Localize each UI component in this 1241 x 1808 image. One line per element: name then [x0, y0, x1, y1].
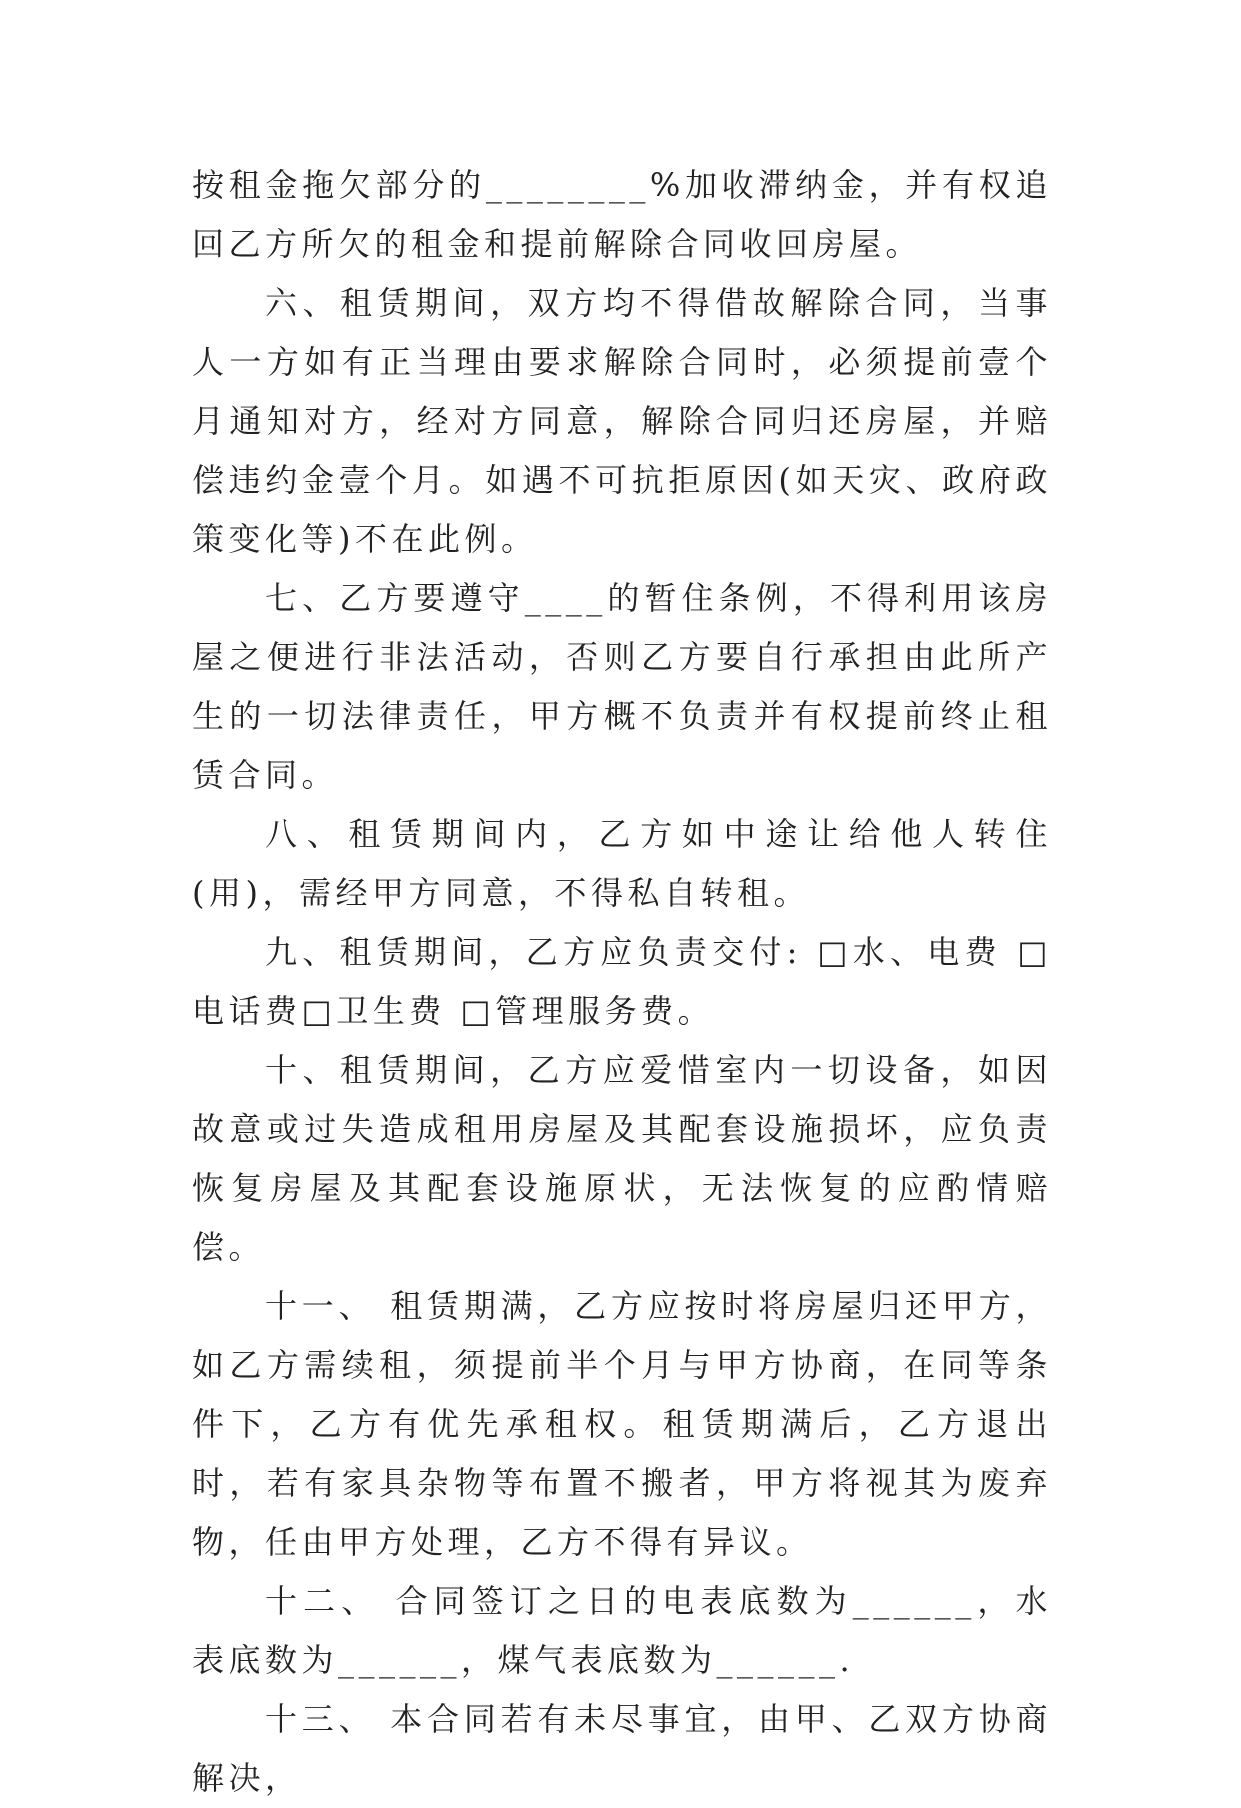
clause-13: 十三、 本合同若有未尽事宜，由甲、乙双方协商解决，: [192, 1700, 1052, 1797]
clause-12: 十二、 合同签订之日的电表底数为______，水表底数为______，煤气表底数为______.: [192, 1582, 1052, 1679]
paragraph-continuation: 按租金拖欠部分的________%加收滞纳金，并有权追回乙方所欠的租金和提前解除合同收回房屋。: [192, 166, 1052, 263]
clause-7: 七、乙方要遵守____的暂住条例，不得利用该房屋之便进行非法活动，否则乙方要自行承担由此所产生的一切法律责任，甲方概不负责并有权提前终止租赁合同。: [192, 579, 1052, 794]
clause-11: 十一、 租赁期满，乙方应按时将房屋归还甲方，如乙方需续租，须提前半个月与甲方协商，在同等条件下，乙方有优先承租权。租赁期满后，乙方退出时，若有家具杂物等布置不搬者，甲方将视其为废弃物，任由甲方处理，乙方不得有异议。: [192, 1287, 1052, 1561]
document-page: [192, 156, 1052, 1808]
clause-9: 九、租赁期间，乙方应负责交付: □水、电费 □电话费□卫生费 □管理服务费。: [192, 933, 1052, 1030]
clause-8: 八、租赁期间内，乙方如中途让给他人转住(用)，需经甲方同意，不得私自转租。: [192, 815, 1052, 912]
clause-6: 六、租赁期间，双方均不得借故解除合同，当事人一方如有正当理由要求解除合同时，必须提前壹个月通知对方，经对方同意，解除合同归还房屋，并赔偿违约金壹个月。如遇不可抗拒原因(如天灾、政府政策变化等)不在此例。: [192, 284, 1052, 558]
clause-10: 十、租赁期间，乙方应爱惜室内一切设备，如因故意或过失造成租用房屋及其配套设施损坏，应负责恢复房屋及其配套设施原状，无法恢复的应酌情赔偿。: [192, 1051, 1052, 1266]
